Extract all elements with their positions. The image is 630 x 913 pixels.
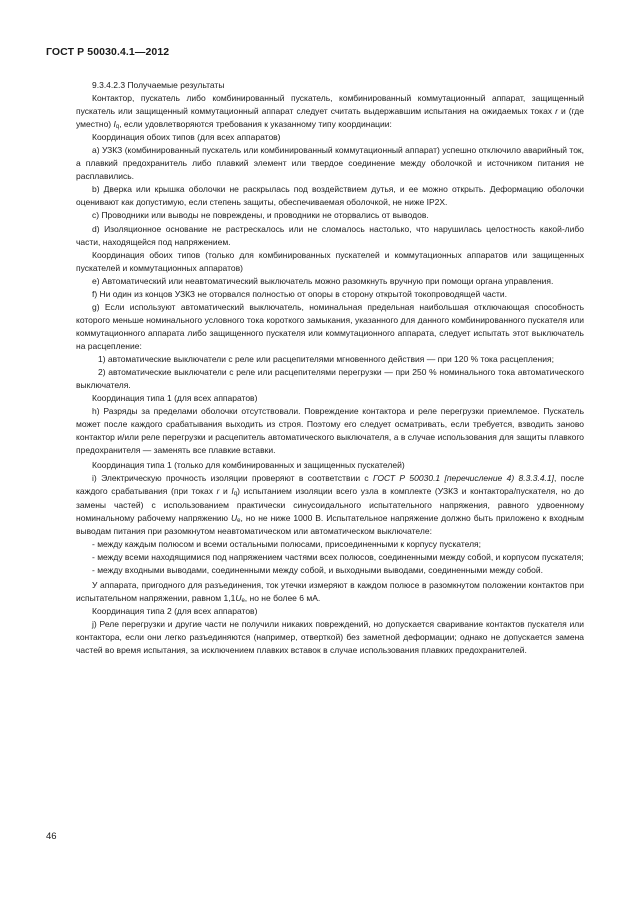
intro-text: Контактор, пускатель либо комбинированный пускатель, комбинированный коммутационный аппарат, защищенный пускатель или защищенный коммутационный аппарат следует считать выдержавшим испытания на ожидаемых токах: [76, 93, 584, 117]
item-i-text: и: [219, 486, 232, 497]
symbol-i: I: [231, 486, 234, 497]
item-b: b) Дверка или крышка оболочки не раскрылась под воздействием дутья, и ее можно открыть. Деформацию оболочки оценивают как допустимую, если степень защиты, обеспечиваемая оболочкой, не ниже IP2X.: [76, 184, 584, 208]
symbol-sub-q: q: [233, 491, 238, 498]
dash-item-2: - между всеми находящимися под напряжением частями всех полюсов, соединенными между собой, и корпусом пускателя;: [92, 551, 584, 562]
symbol-u: U: [235, 592, 242, 603]
symbol-u: U: [231, 512, 238, 523]
isolation-text: , но не более 6 мА.: [244, 592, 321, 603]
symbol-r: r: [216, 486, 220, 497]
subheading-coord-both-combo: Координация обоих типов (только для комбинированных пускателей и коммутационных аппаратов или защищенных пускателей и коммутационных аппаратов): [76, 249, 584, 273]
subheading-coord-2-all: Координация типа 2 (для всех аппаратов): [92, 605, 258, 616]
item-h: h) Разряды за пределами оболочки отсутствовали. Повреждение контактора и реле перегрузки приемлемое. Пускатель может после каждого срабатывания выходить из строя. Поэтому его следует осматривать, если требуется, взводить заново контактор и/или реле перегрузки и расцепитель автоматического выключателя, а в случае использования для защиты плавкого предохранителя — заменять все плавкие вставки.: [76, 406, 584, 456]
standard-reference: ГОСТ Р 50030.1 [перечисление 4) 8.3.3.4.1]: [373, 473, 555, 484]
document-body: [76, 79, 584, 657]
intro-text: и (где уместно): [76, 106, 584, 130]
intro-text: , если удовлетворяются требования к указанному типу координации:: [119, 119, 392, 130]
page-number: 46: [46, 831, 57, 842]
symbol-r: r: [555, 106, 558, 117]
symbol-sub-e: e: [237, 517, 241, 524]
dash-item-1: - между каждым полюсом и всеми остальными полюсами, присоединенными к корпусу пускателя;: [92, 538, 482, 549]
item-f: f) Ни один из концов УЗКЗ не оторвался полностью от опоры в сторону открытой токопроводящей части.: [92, 288, 508, 299]
item-i: [76, 472, 584, 537]
item-c: c) Проводники или выводы не повреждены, и проводники не оторвались от выводов.: [92, 210, 429, 221]
item-i-text: i) Электрическую прочность изоляции проверяют в соответствии с: [92, 473, 374, 484]
section-title: 9.3.4.2.3 Получаемые результаты: [92, 80, 225, 90]
item-i-text: , но не ниже 1000 В. Испытательное напряжение должно быть приложено к входным выводам питания при разомкнутом неавтоматическом или автоматическом выключателе:: [76, 512, 585, 536]
symbol-i: I: [113, 119, 116, 130]
item-g2: 2) автоматические выключатели с реле или расцепителями перегрузки — при 250 % номинального тока автоматического выключателя.: [76, 367, 584, 391]
symbol-sub-e: e: [241, 597, 245, 604]
subheading-coord-both-all: Координация обоих типов (для всех аппаратов): [92, 132, 281, 143]
isolation-text: У аппарата, пригодного для разъединения, ток утечки измеряют в каждом полюсе в разомкнутом положении контактов при испытательном напряжении, равном 1,1: [76, 579, 584, 603]
item-g1: 1) автоматические выключатели с реле или расцепителями мгновенного действия — при 120 % тока расцепления;: [98, 353, 554, 364]
item-e: e) Автоматический или неавтоматический выключатель можно разомкнуть вручную при помощи органа управления.: [92, 275, 554, 286]
document-header: ГОСТ Р 50030.4.1—2012: [46, 46, 170, 58]
item-g: g) Если используют автоматический выключатель, номинальная предельная наибольшая отключающая способность которого меньше номинального условного тока короткого замыкания, указанного для данного комбинированного пускателя или коммутационного аппарата либо защищенного пускателя или коммутационного аппарата, следует испытать этот выключатель на расцепление:: [76, 301, 584, 351]
item-d: d) Изоляционное основание не растрескалось или не сломалось настолько, что нарушилась целостность какой-либо части, находящейся под напряжением.: [76, 223, 584, 247]
dash-item-3: - между входными выводами, соединенными между собой, и выходными выводами, соединенными между собой.: [92, 564, 543, 575]
isolation-paragraph: [76, 579, 584, 605]
intro-paragraph: [76, 92, 584, 131]
item-i-text: , после каждого срабатывания (при токах: [76, 473, 585, 497]
item-j: j) Реле перегрузки и другие части не получили никаких повреждений, но допускается сваривание контактов пускателя или контактора, если они легко разъединяются (например, отверткой) без заметной деформации; однако не допускается замена частей во время испытания, за исключением плавких вставок в случае использования плавких предохранителей.: [76, 618, 584, 656]
symbol-sub-q: q: [115, 124, 120, 131]
subheading-coord-1-combo: Координация типа 1 (только для комбинированных и защищенных пускателей): [92, 460, 405, 471]
item-a: a) УЗКЗ (комбинированный пускатель или комбинированный коммутационный аппарат) успешно отключило аварийный ток, а плавкий предохранитель либо плавкий элемент или твердое соединение между оболочкой и источником питания не расплавились.: [76, 145, 584, 182]
item-i-text: ) испытанием изоляции всего узла в комплекте (УЗКЗ и контактора/пускателя, но до замены частей) с использованием практически синусоидального испытательного напряжения, равного удвоенному номинальному рабочему напряжению: [76, 486, 584, 523]
subheading-coord-1-all: Координация типа 1 (для всех аппаратов): [92, 393, 258, 404]
